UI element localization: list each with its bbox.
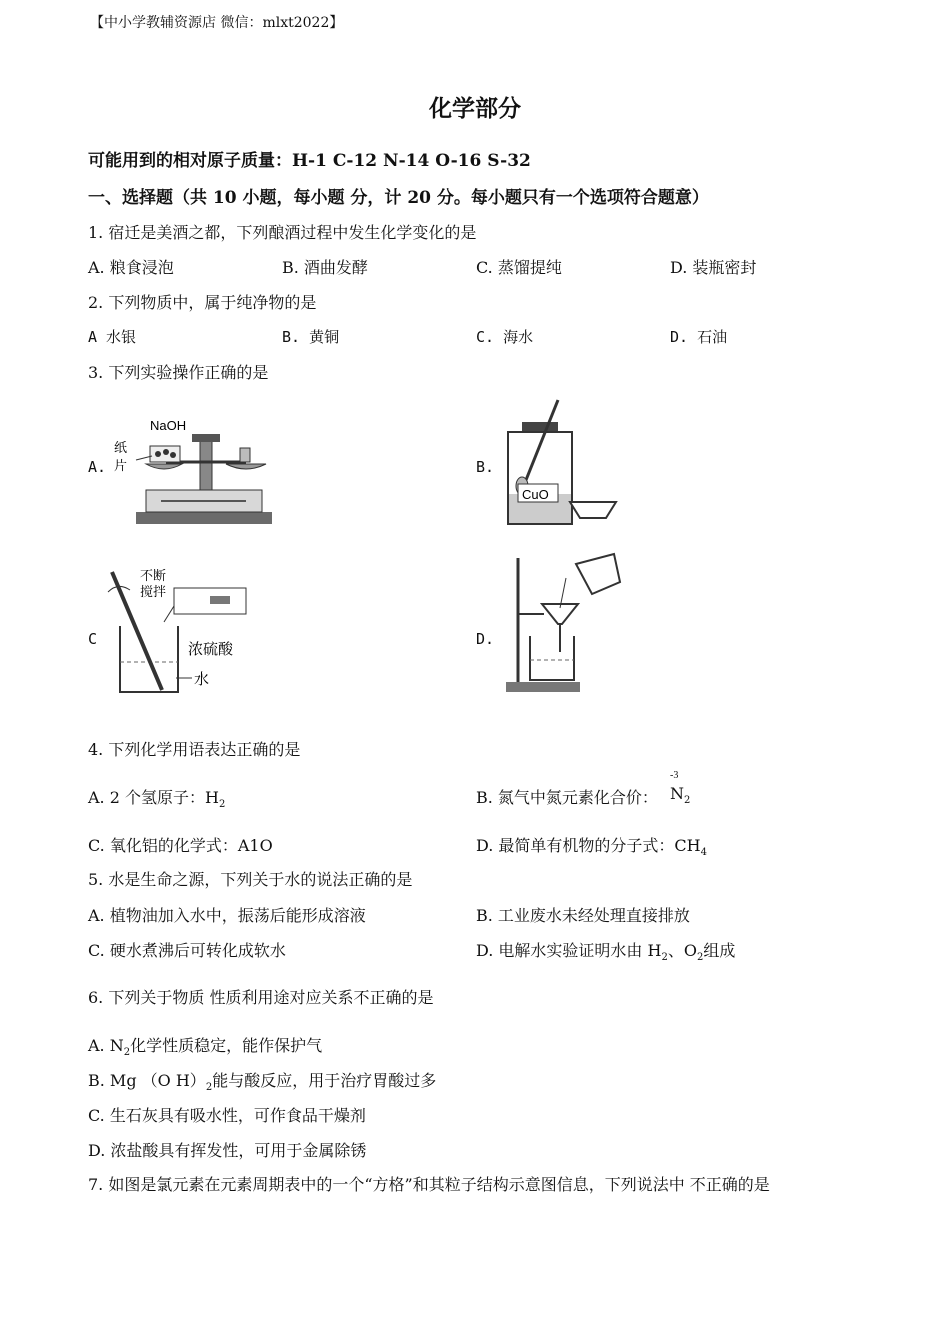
question-2-stem: 2. 下列物质中，属于纯净物的是 [88,293,317,312]
reagent-bottle-figure [500,398,620,528]
question-4-option-b-text: B. 氮气中氮元素化合价： [476,788,658,807]
question-4-option-a-text: A. 2 个氢原子：H [88,788,219,807]
question-4-stem: 4. 下列化学用语表达正确的是 [88,740,301,759]
question-6-option-c: C. 生石灰具有吸水性，可作食品干燥剂 [88,1106,366,1125]
question-6-option-b [88,1068,436,1093]
question-6-stem: 6. 下列关于物质 性质利用途对应关系不正确的是 [88,988,434,1007]
question-4-option-a [88,785,225,810]
filtration-figure [500,548,624,698]
question-6-option-b-part-2: 能与酸反应，用于治疗胃酸过多 [212,1071,437,1090]
question-1-option-c: C. 蒸馏提纯 [476,258,562,277]
question-3-option-b-label: B. [476,458,495,476]
question-3-option-d-label: D. [476,630,495,648]
nitrogen-symbol: N [670,784,684,803]
nitrogen-subscript: 2 [684,795,691,807]
question-6-option-b-sub: 2 [205,1082,213,1094]
valence-superscript: -3 [670,770,679,781]
question-5-option-d-part-2: 、O [667,941,697,960]
question-6-option-a [88,1033,322,1058]
question-4-option-d-sub: 4 [700,847,708,859]
page-header: 【中小学教辅资源店 微信：mlxt2022】 [90,15,344,31]
question-7-stem: 7. 如图是氯元素在元素周期表中的一个“方格”和其粒子结构示意图信息，下列说法中 不正确的是 [88,1175,770,1194]
question-5-option-c: C. 硬水煮沸后可转化成软水 [88,941,286,960]
question-4-option-d-text: D. 最简单有机物的分子式：CH [476,836,701,855]
question-1-option-b: B. 酒曲发酵 [282,258,368,277]
atomic-masses: 可能用到的相对原子质量：H-1 C-12 N-14 O-16 S-32 [88,151,531,171]
question-3-option-a-label: A. [88,458,107,476]
question-1-option-a: A. 粮食浸泡 [88,258,174,277]
nitrogen-formula [670,784,690,806]
question-4-option-b [476,785,658,808]
question-5-option-d-sub-2: 2 [696,952,704,964]
paper-label-2: 片 [114,458,128,473]
question-1-stem: 1. 宿迁是美酒之都，下列酿酒过程中发生化学变化的是 [88,223,477,242]
page-title: 化学部分 [429,95,521,122]
question-4-option-d [476,833,707,858]
cuo-label: CuO [522,487,549,502]
question-2-option-a: A 水银 [88,328,137,346]
paper-label-1: 纸 [114,440,128,455]
naoh-label: NaOH [150,418,187,433]
question-5-option-d [476,938,735,963]
question-2-option-d: D. 石油 [670,328,728,346]
dilution-figure [104,566,254,698]
question-6-option-a-part-1: A. N [88,1036,124,1055]
question-5-option-b: B. 工业废水未经处理直接排放 [476,906,690,925]
water-label: 水 [194,671,210,688]
question-3-option-c-label: C [88,630,98,648]
question-5-option-a: A. 植物油加入水中，振荡后能形成溶液 [88,906,366,925]
question-5-stem: 5. 水是生命之源，下列关于水的说法正确的是 [88,870,413,889]
question-4-option-c: C. 氧化铝的化学式：A1O [88,836,273,855]
question-6-option-a-sub: 2 [123,1047,131,1059]
section-heading: 一、选择题（共 10 小题，每小题 分，计 20 分。每小题只有一个选项符合题意） [88,188,709,208]
question-3-stem: 3. 下列实验操作正确的是 [88,363,269,382]
question-2-option-c: C. 海水 [476,328,534,346]
question-5-option-d-part-3: 组成 [703,941,736,960]
acid-label: 浓硫酸 [188,641,234,658]
question-6-option-b-part-1: B. Mg （O H） [88,1071,206,1090]
question-4-option-a-sub: 2 [218,799,226,811]
question-2-option-b: B. 黄铜 [282,328,340,346]
stir-label-1: 不断 [140,568,167,583]
question-5-option-d-sub-1: 2 [661,952,668,964]
question-6-option-d: D. 浓盐酸具有挥发性，可用于金属除锈 [88,1141,367,1160]
question-6-option-a-part-2: 化学性质稳定，能作保护气 [130,1036,323,1055]
question-5-option-d-part-1: D. 电解水实验证明水由 H [476,941,662,960]
question-1-option-d: D. 装瓶密封 [670,258,757,277]
balance-figure [106,412,276,530]
stir-label-2: 搅拌 [140,584,167,599]
